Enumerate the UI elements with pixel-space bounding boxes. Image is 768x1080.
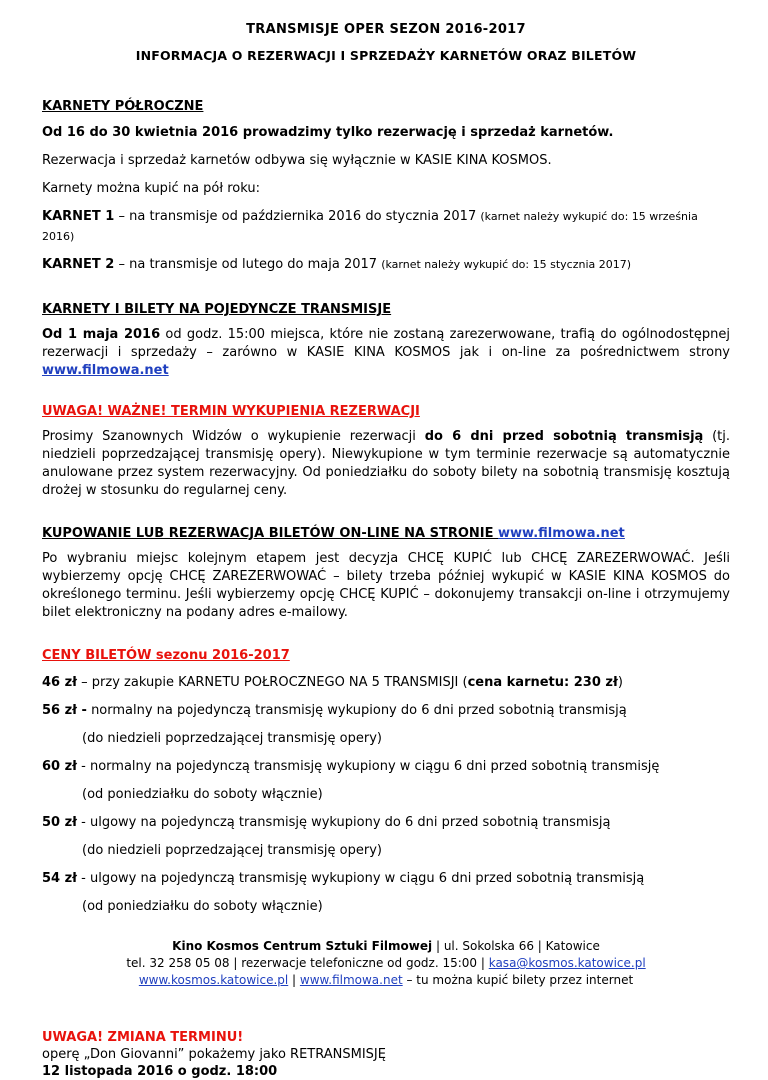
price-row-50-note: (do niedzieli poprzedzającej transmisję opery) [82, 843, 382, 858]
price-row-54-note: (od poniedziałku do soboty włącznie) [82, 899, 323, 914]
section-heading-half-year-passes: KARNETY PÓŁROCZNE [42, 99, 204, 114]
footer-line-3: www.kosmos.katowice.pl | www.filmowa.net – tu można kupić bilety przez internet [138, 973, 634, 987]
section-heading-reservation-deadline: UWAGA! WAŻNE! TERMIN WYKUPIENIA REZERWACJI [42, 404, 420, 419]
price-row-54: 54 zł - ulgowy na pojedynczą transmisję wykupiony w ciągu 6 dni przed sobotnią transmisją [42, 871, 645, 886]
sec2-paragraph: Od 1 maja 2016 od godz. 15:00 miejsca, które nie zostaną zarezerwowane, trafią do ogólnodostępnej rezerwacji i sprzedaży – zarówno w KASIE KINA KOSMOS jak i on-line za pośrednictwem strony www.filmowa.net [42, 327, 730, 378]
price-row-56-note: (do niedzieli poprzedzającej transmisję opery) [82, 731, 382, 746]
price-row-50: 50 zł - ulgowy na pojedynczą transmisję wykupiony do 6 dni przed sobotnią transmisją [42, 815, 611, 830]
document-page [42, 18, 730, 1080]
sec1-line2: Rezerwacja i sprzedaż karnetów odbywa się wyłącznie w KASIE KINA KOSMOS. [42, 153, 552, 168]
sec3-paragraph: Prosimy Szanownych Widzów o wykupienie rezerwacji do 6 dni przed sobotnią transmisją (tj. niedzieli poprzedzającej transmisję opery). Niewykupione w tym terminie rezerwacje są automatycznie anulowane przez system rezerwacyjny. Od poniedziałku do soboty bilety na sobotnią transmisję kosztują drożej w stosunku do regularnej ceny. [42, 429, 731, 498]
price-row-46: 46 zł – przy zakupie KARNETU POŁROCZNEGO NA 5 TRANSMISJI (cena karnetu: 230 zł) [42, 675, 623, 690]
online-heading-link[interactable]: www.filmowa.net [498, 526, 625, 541]
document-title: TRANSMISJE OPER SEZON 2016-2017 [246, 22, 526, 37]
sec1-line1: Od 16 do 30 kwietnia 2016 prowadzimy tylko rezerwację i sprzedaż karnetów. [42, 125, 614, 140]
filmowa-link[interactable]: www.filmowa.net [42, 363, 169, 378]
price-row-56: 56 zł - normalny na pojedynczą transmisję wykupiony do 6 dni przed sobotnią transmisją [42, 703, 627, 718]
document-subtitle: INFORMACJA O REZERWACJI I SPRZEDAŻY KARNETÓW ORAZ BILETÓW [135, 48, 637, 63]
karnet-1-line: KARNET 1 – na transmisje od października 2016 do stycznia 2017 (karnet należy wykupić do: 15 września 2016) [42, 209, 698, 243]
notice-line-2: 12 listopada 2016 o godz. 18:00 [42, 1064, 278, 1079]
price-row-60-note: (od poniedziałku do soboty włącznie) [82, 787, 323, 802]
section-heading-online: KUPOWANIE LUB REZERWACJA BILETÓW ON-LINE NA STRONIE www.filmowa.net [42, 526, 625, 541]
sec4-paragraph: Po wybraniu miejsc kolejnym etapem jest decyzja CHCĘ KUPIĆ lub CHCĘ ZAREZERWOWAĆ. Jeśli wybierzemy opcję CHCĘ ZAREZERWOWAĆ – bilety trzeba później wykupić w KASIE KINA KOSMOS do określonego terminu. Jeśli wybierzemy opcję CHCĘ KUPIĆ – dokonujemy transakcji on-line i otrzymujemy bilet elektroniczny na podany adres e-mailowy. [42, 551, 730, 620]
cinema-footer [42, 938, 730, 989]
notice-line-1: operę „Don Giovanni” pokażemy jako RETRANSMISJĘ [42, 1047, 386, 1062]
kosmos-site-link[interactable]: www.kosmos.katowice.pl [138, 973, 289, 987]
section-heading-prices: CENY BILETÓW sezonu 2016-2017 [42, 648, 290, 663]
section-heading-single-tickets: KARNETY I BILETY NA POJEDYNCZE TRANSMISJE [42, 302, 392, 317]
sec1-line3: Karnety można kupić na pół roku: [42, 181, 260, 196]
footer-line-2: tel. 32 258 05 08 | rezerwacje telefoniczne od godz. 15:00 | kasa@kosmos.katowice.pl [126, 956, 646, 970]
karnet-2-line: KARNET 2 – na transmisje od lutego do maja 2017 (karnet należy wykupić do: 15 stycznia 2017) [42, 257, 632, 272]
price-row-60: 60 zł - normalny na pojedynczą transmisję wykupiony w ciągu 6 dni przed sobotnią transmisję [42, 759, 660, 774]
date-change-notice [42, 1029, 730, 1080]
email-link[interactable]: kasa@kosmos.katowice.pl [488, 956, 646, 970]
footer-line-1: Kino Kosmos Centrum Sztuki Filmowej | ul. Sokolska 66 | Katowice [172, 939, 600, 953]
filmowa-site-link[interactable]: www.filmowa.net [299, 973, 403, 987]
notice-heading: UWAGA! ZMIANA TERMINU! [42, 1030, 244, 1045]
